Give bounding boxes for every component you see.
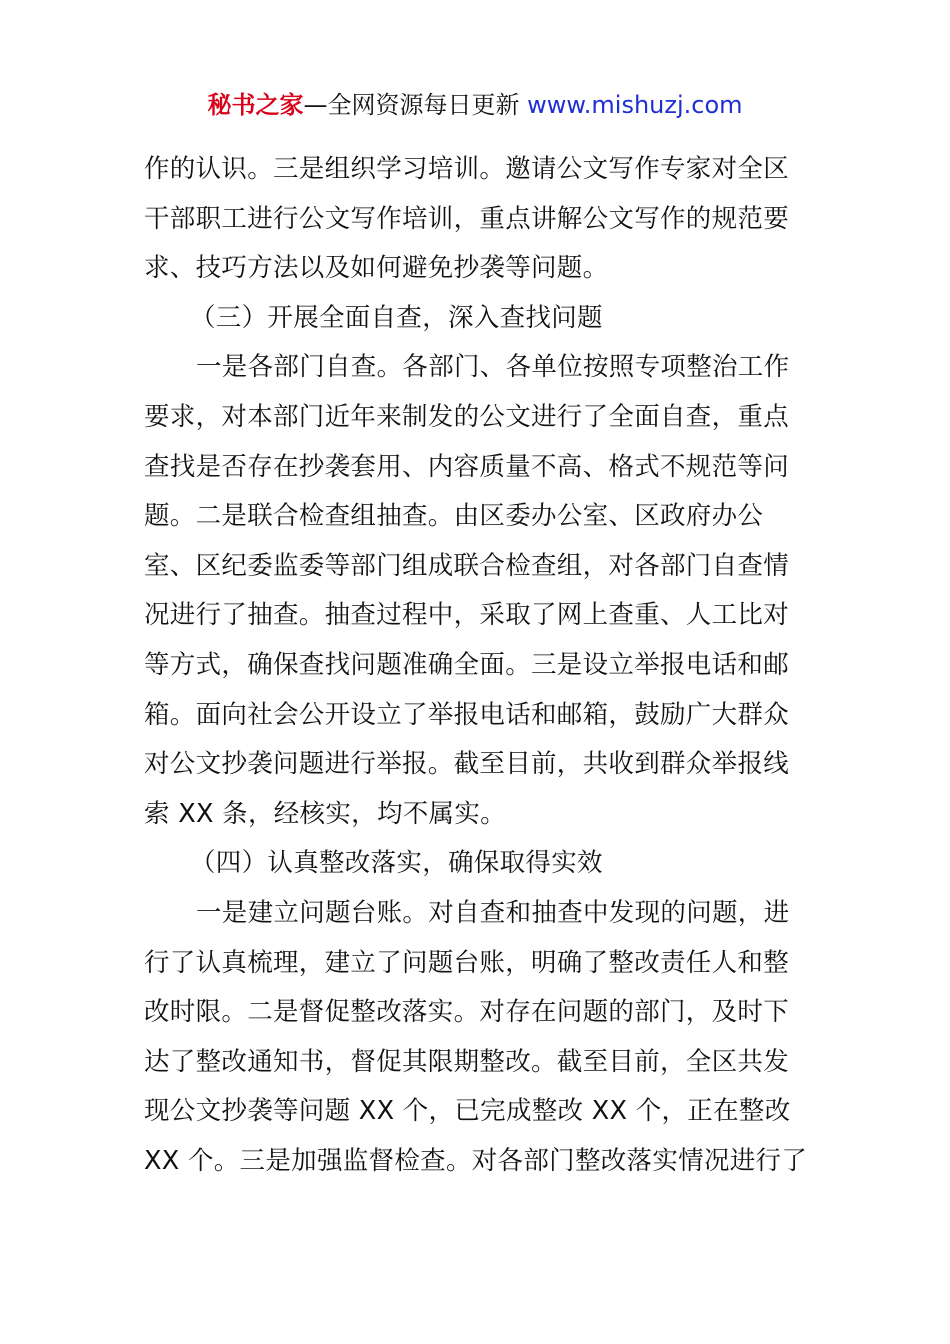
header-tagline: —全网资源每日更新: [303, 91, 528, 119]
section-heading-3: （三）开展全面自查，深入查找问题: [190, 302, 603, 333]
text-line: 一是建立问题台账。对自查和抽查中发现的问题，进: [196, 897, 790, 928]
text-line: 查找是否存在抄袭套用、内容质量不高、格式不规范等问: [144, 451, 790, 482]
site-header: [0, 88, 950, 122]
text-line: 改时限。二是督促整改落实。对存在问题的部门，及时下: [144, 997, 790, 1028]
section-heading-4: （四）认真整改落实，确保取得实效: [190, 848, 603, 879]
text-line: 室、区纪委监委等部门组成联合检查组，对各部门自查情: [144, 550, 790, 581]
text-line: 一是各部门自查。各部门、各单位按照专项整治工作: [196, 352, 790, 383]
text-line: 对公文抄袭问题进行举报。截至目前，共收到群众举报线: [144, 749, 790, 780]
text-line: 干部职工进行公文写作培训，重点讲解公文写作的规范要: [144, 203, 790, 234]
text-line: 要求，对本部门近年来制发的公文进行了全面自查，重点: [144, 401, 790, 432]
text-line: XX 个。三是加强监督检查。对各部门整改落实情况进行了: [144, 1145, 808, 1176]
text-line: 箱。面向社会公开设立了举报电话和邮箱，鼓励广大群众: [144, 699, 790, 730]
text-line: 等方式，确保查找问题准确全面。三是设立举报电话和邮: [144, 649, 790, 680]
text-line: 题。二是联合检查组抽查。由区委办公室、区政府办公: [144, 501, 764, 532]
text-line: 作的认识。三是组织学习培训。邀请公文写作专家对全区: [144, 154, 790, 184]
site-url[interactable]: www.mishuzj.com: [527, 91, 743, 119]
text-line: 索 XX 条，经核实，均不属实。: [144, 798, 506, 829]
text-line: 求、技巧方法以及如何避免抄袭等问题。: [144, 253, 609, 284]
brand-name: 秘书之家: [207, 91, 304, 119]
text-line: 达了整改通知书，督促其限期整改。截至目前，全区共发: [144, 1046, 790, 1077]
text-line: 行了认真梳理，建立了问题台账，明确了整改责任人和整: [144, 947, 790, 978]
text-line: 现公文抄袭等问题 XX 个，已完成整改 XX 个，正在整改: [144, 1096, 791, 1127]
document-body: [144, 145, 808, 1186]
text-line: 况进行了抽查。抽查过程中，采取了网上查重、人工比对: [144, 600, 790, 631]
